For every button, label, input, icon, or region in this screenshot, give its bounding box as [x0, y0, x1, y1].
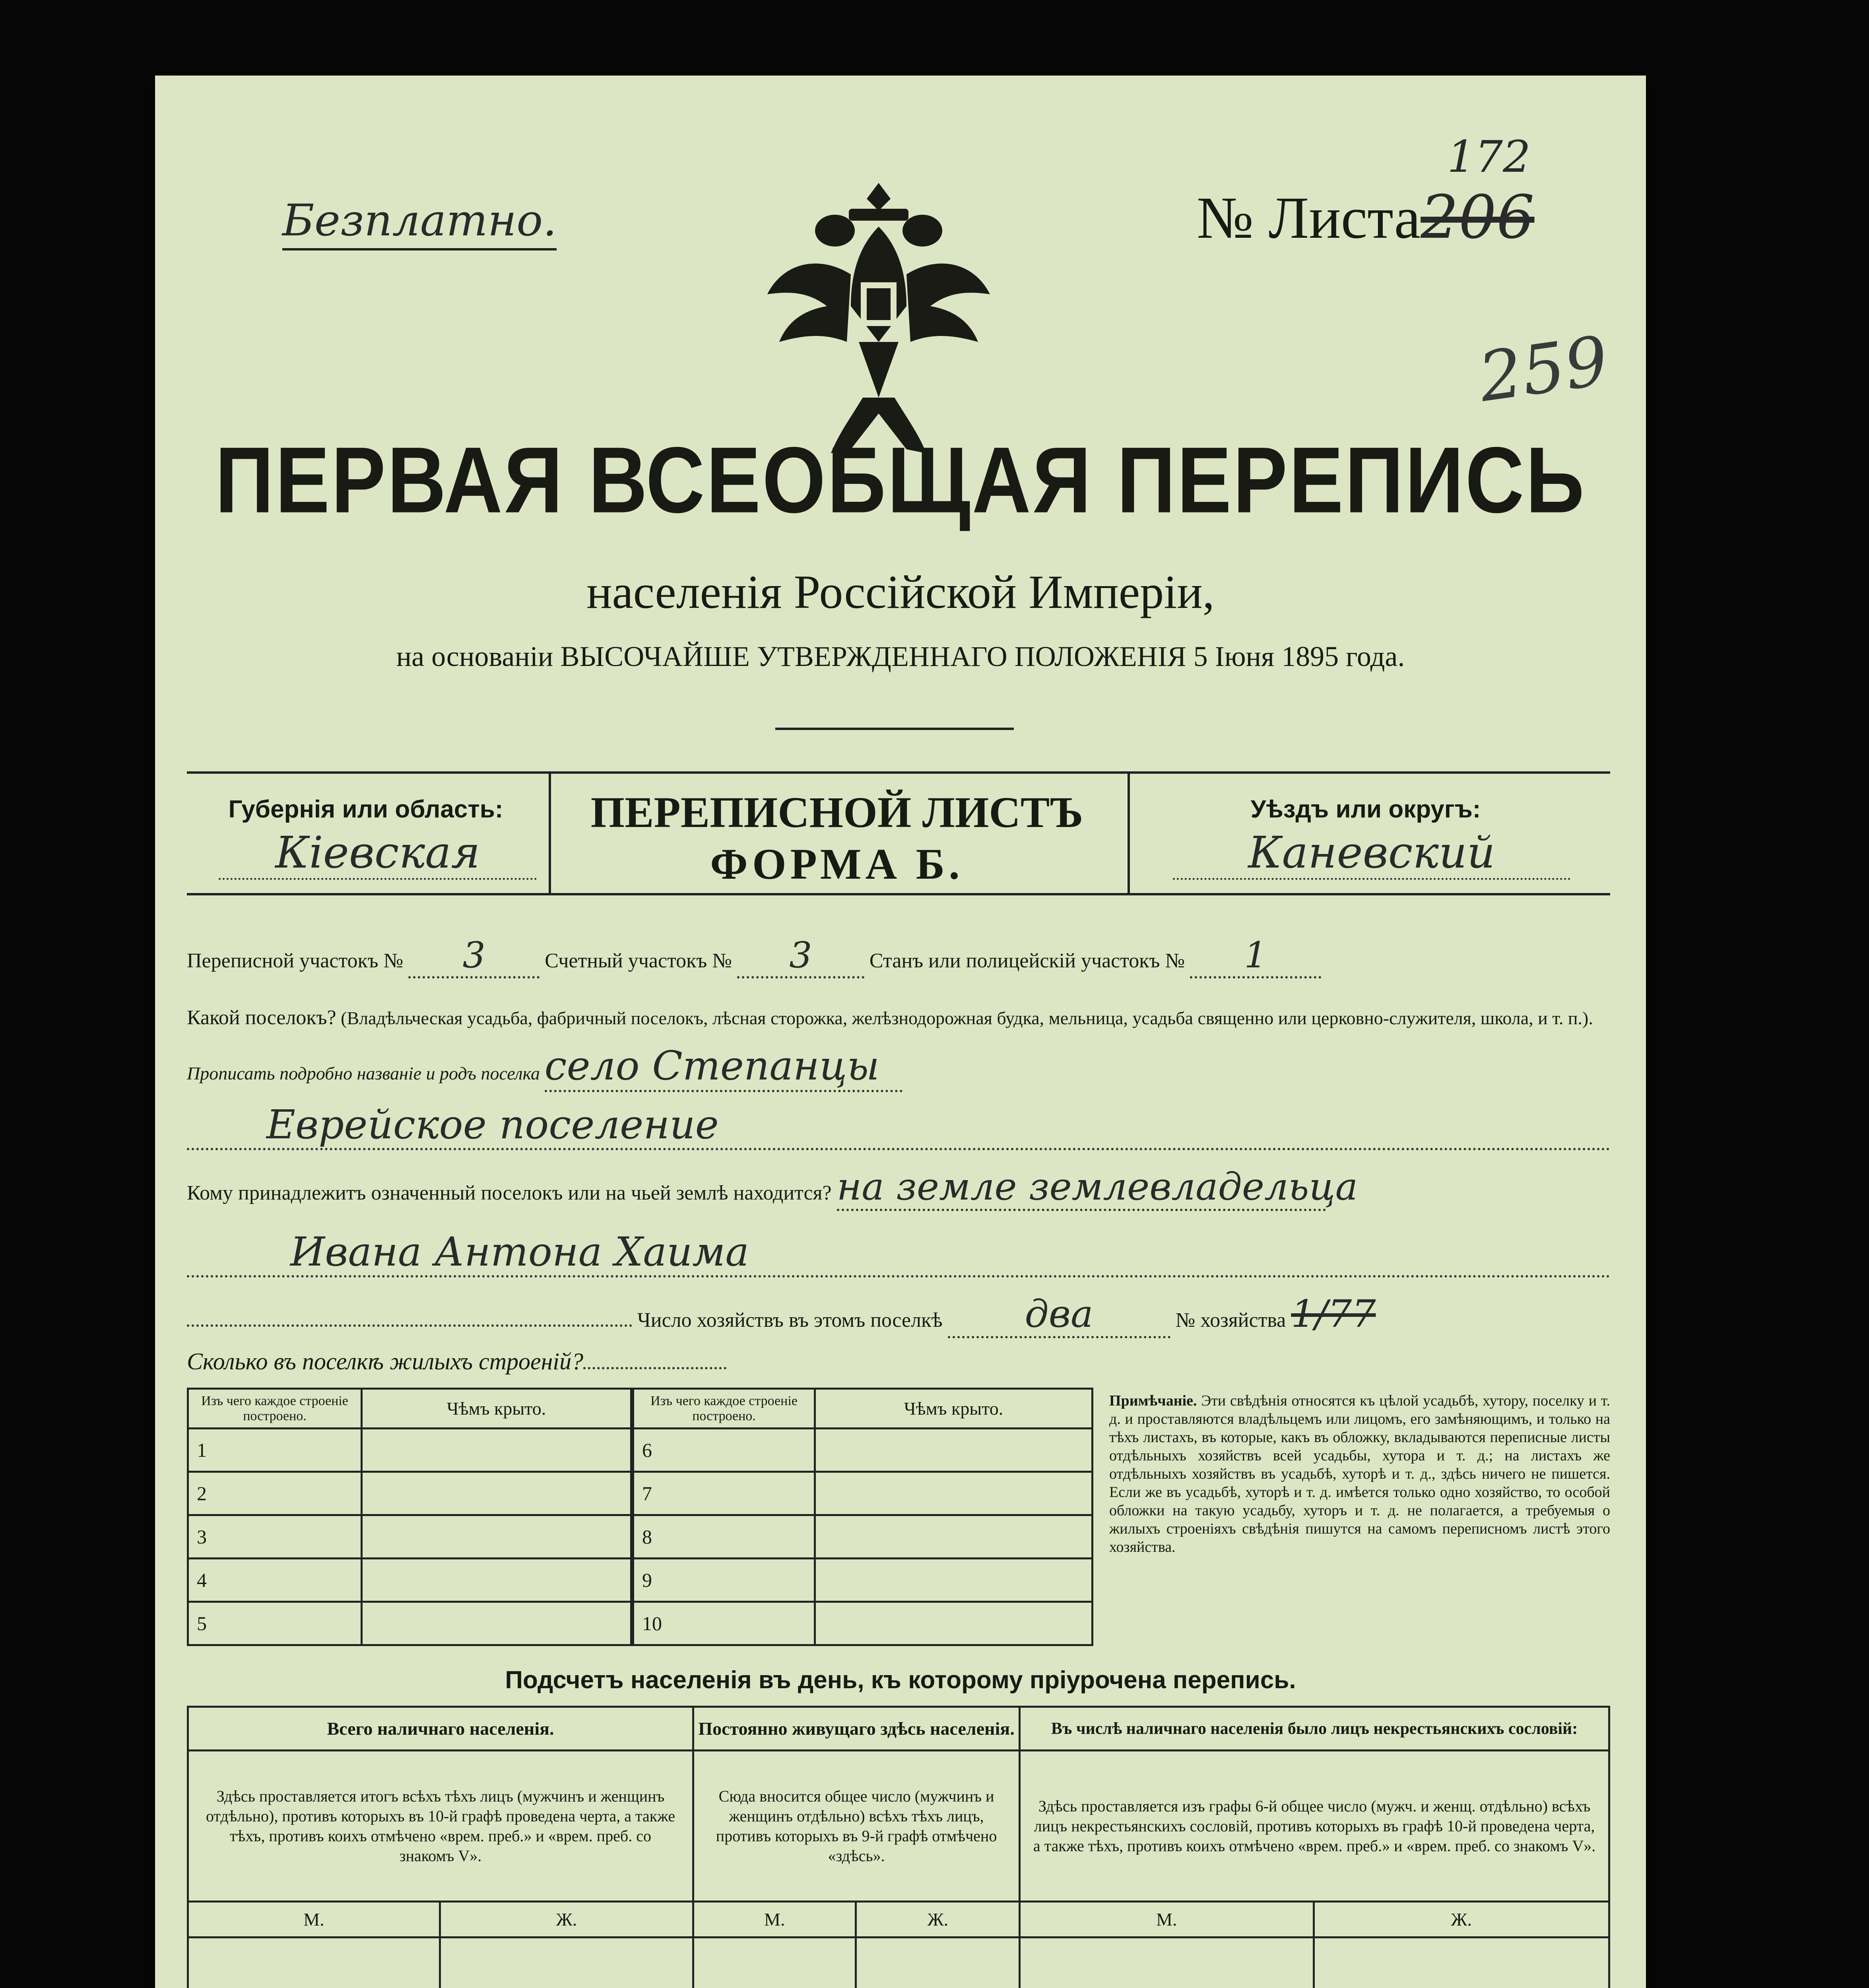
province-label: Губернія или область:: [228, 796, 503, 823]
female-header: Ж.: [440, 1902, 693, 1938]
households-line: [187, 1292, 1610, 1338]
main-title: ПЕРВАЯ ВСЕОБЩАЯ ПЕРЕПИСЬ: [215, 427, 1586, 533]
sheet-number-value: 206: [1421, 183, 1535, 252]
building-roof-cell: [815, 1602, 1093, 1645]
buildings-question: [187, 1348, 726, 1375]
building-roof-cell: [815, 1515, 1093, 1559]
male-header: М.: [693, 1902, 856, 1938]
building-row-num: 7: [633, 1472, 815, 1515]
building-row-num: 2: [188, 1472, 362, 1515]
owner-question: Кому принадлежитъ означенный поселокъ или на чьей землѣ находится?: [187, 1182, 832, 1204]
sheet-number: [1197, 183, 1534, 252]
counting-area-label: Счетный участокъ №: [545, 949, 732, 972]
building-row-num: 1: [188, 1429, 362, 1472]
col-total-text: Здѣсь проставляется итогъ всѣхъ тѣхъ лицъ (мужчинъ и женщинъ отдѣльно), противъ которыхъ въ 10-й графѣ проведена черта, а также тѣхъ, противъ коихъ отмѣчено «врем. преб.» и «врем. преб. со знакомъ V».: [188, 1751, 693, 1902]
count-cell: [440, 1938, 693, 1988]
building-roof-cell: [362, 1602, 631, 1645]
form-title: ФОРМА Б.: [710, 840, 964, 888]
household-number-value: 1/77: [1291, 1292, 1376, 1336]
handwritten-side-number: 259: [1474, 321, 1613, 417]
province-value: Кiевская: [219, 827, 537, 880]
col-roof-right: Чѣмъ крыто.: [815, 1389, 1093, 1429]
police-area-label: Станъ или полицейскій участокъ №: [869, 949, 1185, 972]
building-roof-cell: [362, 1515, 631, 1559]
col-total-head: Всего наличнаго населенія.: [188, 1707, 693, 1751]
col-nonpeasant-text: Здѣсь проставляется изъ графы 6-й общее число (мужч. и женщ. отдѣльно) всѣхъ лицъ некрестьянскихъ сословій, противъ которыхъ въ графѣ 10-й проведена черта, а также тѣхъ, противъ коихъ отмѣчено «врем. преб.» и «врем. преб. со знакомъ V».: [1020, 1751, 1609, 1902]
buildings-question-label: Сколько въ поселкѣ жилыхъ строеній?: [187, 1348, 584, 1375]
building-row-num: 4: [188, 1559, 362, 1602]
building-row-num: 5: [188, 1602, 362, 1645]
female-header: Ж.: [1314, 1902, 1609, 1938]
male-header: М.: [188, 1902, 440, 1938]
households-value: два: [948, 1292, 1170, 1338]
census-areas-line: [187, 934, 1321, 978]
buildings-table-left: [187, 1388, 632, 1646]
building-roof-cell: [815, 1429, 1093, 1472]
free-label: Безплатно.: [282, 195, 557, 250]
building-roof-cell: [362, 1559, 631, 1602]
police-area-value: 1: [1190, 934, 1321, 978]
building-row-num: 8: [633, 1515, 815, 1559]
settlement-hint: (Владѣльческая усадьба, фабричный поселокъ, лѣсная сторожка, желѣзнодорожная будка, мельница, усадьба священно или церковно-служителя, школа, и т. п.).: [341, 1008, 1593, 1028]
population-table: [187, 1706, 1610, 1988]
households-leader: [187, 1324, 632, 1327]
settlement-question-label: Какой поселокъ?: [187, 1006, 336, 1029]
handwritten-page-number: 172: [1447, 131, 1531, 182]
col-material-right: Изъ чего каждое строеніе построено.: [633, 1389, 815, 1429]
count-cell: [1020, 1938, 1314, 1988]
census-area-label: Переписной участокъ №: [187, 949, 404, 972]
female-header: Ж.: [856, 1902, 1020, 1938]
buildings-table-right: [632, 1388, 1093, 1646]
settlement-value-line1: село Степанцы: [545, 1042, 902, 1092]
households-label: Число хозяйствъ въ этомъ поселкѣ: [637, 1309, 943, 1332]
col-nonpeasant-head: Въ числѣ наличнаго населенія было лицъ некрестьянскихъ сословій:: [1020, 1707, 1609, 1751]
settlement-hint-detail: Прописать подробно названіе и родъ поселка: [187, 1063, 540, 1083]
divider: [775, 728, 1014, 730]
building-roof-cell: [815, 1472, 1093, 1515]
household-number-label: № хозяйства: [1175, 1309, 1286, 1332]
owner-line: [187, 1165, 1610, 1211]
note-text: Эти свѣдѣнія относятся къ цѣлой усадьбѣ, хутору, поселку и т. д. и проставляются владѣльцемъ или лицомъ, его замѣняющимъ, и только на тѣхъ листахъ, въ которые, какъ въ обложку, вкладываются переписные листы отдѣльныхъ хозяйствъ всей усадьбы, хутора и т. д.; на листахъ же отдѣльныхъ хозяйствъ въ усадьбѣ, хуторѣ и т. д., здѣсь ничего не пишется. Если же въ усадьбѣ, хуторѣ и т. д. имѣется только одно хозяйство, то особой обложки на такую усадьбу, хуторъ и т. д. не полагается, а требуемыя о жилыхъ строеніяхъ свѣдѣнія пишутся на самомъ переписномъ листѣ этого хозяйства.: [1109, 1392, 1611, 1555]
population-title: Подсчетъ населенія въ день, къ которому пріурочена перепись.: [505, 1666, 1296, 1694]
col-resident-head: Постоянно живущаго здѣсь населенія.: [693, 1707, 1020, 1751]
census-sheet: [155, 76, 1646, 1988]
subtitle: населенія Россійской Имперіи,: [586, 565, 1215, 618]
owner-value-line1: на земле землевладельца: [837, 1165, 1326, 1211]
district-label: Уѣздъ или округъ:: [1250, 796, 1481, 823]
col-roof-left: Чѣмъ крыто.: [362, 1389, 631, 1429]
male-header: М.: [1020, 1902, 1314, 1938]
counting-area-value: 3: [737, 934, 864, 978]
count-cell: [856, 1938, 1020, 1988]
census-area-value: 3: [408, 934, 540, 978]
building-roof-cell: [815, 1559, 1093, 1602]
count-cell: [693, 1938, 856, 1988]
owner-value-line2: Ивана Антона Хаима: [187, 1229, 1610, 1277]
buildings-leader: [583, 1367, 726, 1369]
building-row-num: 10: [633, 1602, 815, 1645]
imperial-eagle-emblem: [759, 175, 998, 461]
count-cell: [1314, 1938, 1609, 1988]
settlement-question: [187, 994, 1610, 1097]
settlement-value-line2: Еврейское поселение: [187, 1101, 1610, 1150]
building-row-num: 6: [633, 1429, 815, 1472]
buildings-note: [1109, 1392, 1610, 1556]
count-cell: [188, 1938, 440, 1988]
sheet-number-label: № Листа: [1197, 185, 1421, 251]
building-row-num: 3: [188, 1515, 362, 1559]
note-title: Примѣчаніе.: [1109, 1392, 1197, 1409]
col-resident-text: Сюда вносится общее число (мужчинъ и женщинъ отдѣльно) всѣхъ тѣхъ лицъ, противъ которыхъ въ 9-й графѣ отмѣчено «здѣсь».: [693, 1751, 1020, 1902]
basis-statement: на основаніи ВЫСОЧАЙШЕ УТВЕРЖДЕННАГО ПОЛОЖЕНІЯ 5 Іюня 1895 года.: [396, 641, 1405, 672]
sheet-title: ПЕРЕПИСНОЙ ЛИСТЪ: [590, 788, 1083, 837]
district-value: Каневский: [1173, 827, 1570, 880]
building-row-num: 9: [633, 1559, 815, 1602]
building-roof-cell: [362, 1429, 631, 1472]
col-material-left: Изъ чего каждое строеніе построено.: [188, 1389, 362, 1429]
building-roof-cell: [362, 1472, 631, 1515]
